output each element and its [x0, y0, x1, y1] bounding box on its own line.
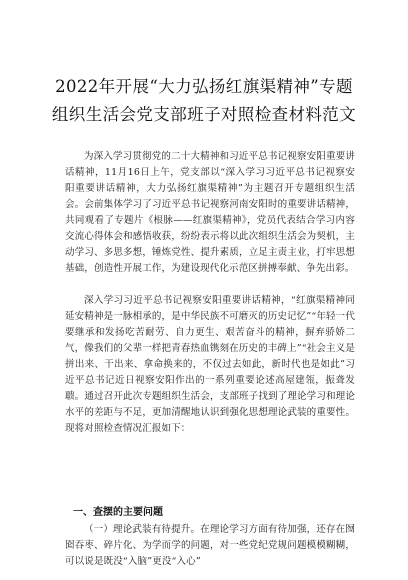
second-paragraph-block — [65, 293, 355, 437]
section-heading: 一、查摆的主要问题 — [73, 507, 163, 518]
intro-paragraph-block — [65, 149, 355, 277]
intro-paragraph: 为深入学习贯彻党的二十大精神和习近平总书记视察安阳重要讲话精神，11月16日上午，党支部以“深入学习习近平总书记视察安阳重要讲话精神，大力弘扬红旗渠精神”为主题召开专题组织生活会。会前集体学习了习近平总书记视察河南安阳时的重要讲话精神，共同观看了专题片《根脉——红旗渠精神》，党员代表结合学习内容交流心得体会和感悟收获，纷纷表示将以此次组织生活会为契机，主动学习、多思多想，锤炼党性、提升素质，立足主责主业，打牢思想基础，创造性开展工作，为建设现代化示范区拼搏奉献、争先出彩。 — [65, 151, 355, 274]
section-paragraph-block — [65, 522, 355, 570]
document-title-line-1: 2022年开展“大力弘扬红旗渠精神”专题 — [55, 77, 353, 96]
document-title-line-2: 组织生活会党支部班子对照检查材料范文 — [51, 105, 357, 124]
section-paragraph: （一）理论武装有待提升。在理论学习方面有待加强，还存在囫囵吞枣、碎片化、为学而学的问题，对一些党纪党规问题模模糊糊，可以说是既没“入脑”更没“入心” — [65, 524, 355, 567]
second-paragraph: 深入学习习近平总书记视察安阳重要讲话精神，“红旗渠精神同延安精神是一脉相承的，是中华民族不可磨灭的历史记忆”“年轻一代要继承和发扬吃苦耐劳、自力更生、艰苦奋斗的精神，摒弃骄娇二气，像我们的父辈一样把青春热血镌刻在历史的丰碑上”“社会主义是拼出来、干出来、拿命换来的，不仅过去如此，新时代也是如此”习近平总书记近日视察安阳作出的一系列重要论述高屋建瓴，振聋发聩。通过召开此次专题组织生活会，支部班子找到了理论学习和理论水平的差距与不足，更加清醒地认识到强化思想理论武装的重要性。现将对照检查情况汇报如下： — [65, 295, 355, 434]
